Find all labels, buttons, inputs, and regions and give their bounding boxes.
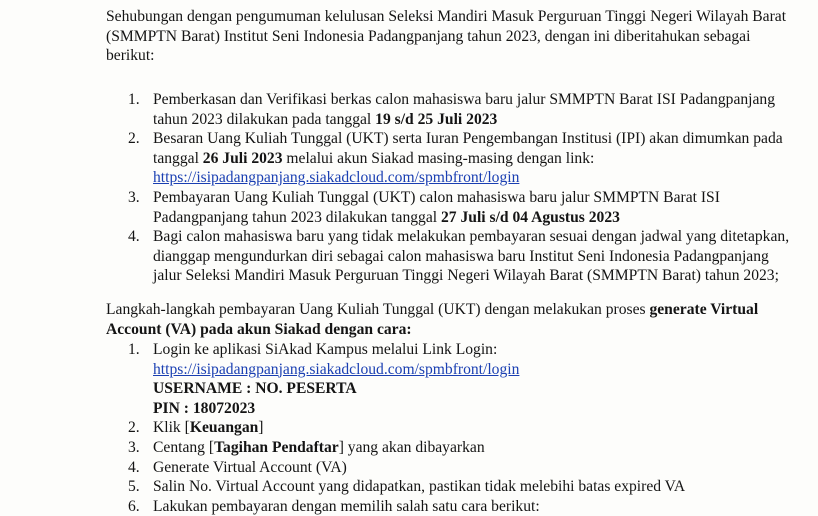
username-info: USERNAME : NO. PESERTA [153, 380, 357, 398]
list-item-text: Generate Virtual Account (VA) [153, 458, 347, 476]
list-item-text: Lakukan pembayaran dengan memilih salah satu cara berikut: [153, 497, 540, 515]
siakad-login-link[interactable]: https://isipadangpanjang.siakadcloud.com/spmbfront/login [153, 360, 520, 378]
item-bold-date: 26 Juli 2023 [202, 149, 283, 167]
list-number: 4. [128, 458, 140, 476]
list-item [128, 438, 800, 458]
list-number: 2. [128, 130, 140, 148]
announcement-list [128, 90, 800, 286]
item-text: Pemberkasan dan Verifikasi berkas calon mahasiswa baru jalur SMMPTN Barat ISI Padangpanjang tahun 2023 dilakukan pada tanggal [153, 91, 776, 128]
list-item [128, 90, 800, 129]
list-item-text [153, 340, 800, 418]
item-text-continued: ] [258, 419, 264, 437]
list-item-text: Bagi calon mahasiswa baru yang tidak melakukan pembayaran sesuai dengan jadwal yang ditetapkan, dianggap mengundurkan diri sebagai calon mahasiswa baru Institut Seni Indonesia Padangpanjang jalur Seleksi Mandiri Masuk Perguruan Tinggi Negeri Wilayah Barat (SMMPTN Barat) tahun 2023; [153, 228, 790, 285]
intro-paragraph: Sehubungan dengan pengumuman kelulusan Seleksi Mandiri Masuk Perguruan Tinggi Negeri Wilayah Barat (SMMPTN Barat) Institut Seni Indonesia Padangpanjang tahun 2023, dengan ini diberitahukan sebagai berikut: [106, 8, 787, 65]
list-item [128, 340, 800, 418]
item-bold-menu: Keuangan [189, 419, 259, 437]
list-item-text [153, 438, 800, 458]
list-item-text: Salin No. Virtual Account yang didapatkan, pastikan tidak melebihi batas expired VA [153, 478, 686, 496]
list-item-text [153, 418, 800, 438]
list-item [128, 497, 800, 516]
list-number: 2. [128, 419, 140, 437]
list-item-text [153, 188, 800, 227]
item-bold-menu: Tagihan Pendaftar [214, 438, 339, 456]
item-bold-date: 27 Juli s/d 04 Agustus 2023 [440, 208, 620, 226]
siakad-login-link[interactable]: https://isipadangpanjang.siakadcloud.com/spmbfront/login [153, 169, 520, 187]
list-number: 5. [128, 478, 140, 496]
item-text: Pembayaran Uang Kuliah Tunggal (UKT) calon mahasiswa baru jalur SMMPTN Barat ISI Padangpanjang tahun 2023 dilakukan tanggal [153, 188, 720, 226]
list-number: 3. [128, 438, 140, 456]
pin-info: PIN : 18072023 [153, 399, 256, 417]
steps-intro-text: Langkah-langkah pembayaran Uang Kuliah Tunggal (UKT) dengan melakukan proses [106, 301, 650, 318]
list-number: 1. [128, 341, 140, 358]
item-text: Besaran Uang Kuliah Tunggal (UKT) serta Iuran Pengembangan Institusi (IPI) akan dimumkan pada tanggal [153, 130, 783, 167]
list-item-text [153, 129, 800, 188]
item-text: Centang [ [153, 438, 215, 456]
item-text-continued: ] yang akan dibayarkan [338, 438, 485, 456]
payment-steps-list [128, 340, 800, 516]
list-item [128, 477, 800, 497]
steps-intro-bold: generate Virtual Account (VA) pada akun Siakad dengan cara: [106, 301, 759, 338]
list-item [128, 227, 800, 286]
list-item [128, 188, 800, 227]
item-text-continued: melalui akun Siakad masing-masing dengan link: [282, 149, 595, 167]
list-number: 6. [128, 497, 140, 515]
list-item-text [153, 90, 800, 129]
list-item [128, 418, 800, 438]
item-text: Login ke aplikasi SiAkad Kampus melalui Link Login: [153, 341, 498, 358]
list-number: 3. [128, 188, 140, 206]
list-number: 1. [128, 91, 140, 108]
list-item [128, 458, 800, 478]
list-item [128, 129, 800, 188]
list-number: 4. [128, 228, 140, 246]
item-bold-date: 19 s/d 25 Juli 2023 [375, 110, 498, 128]
steps-intro-paragraph [106, 300, 796, 339]
item-text: Klik [ [153, 419, 190, 437]
